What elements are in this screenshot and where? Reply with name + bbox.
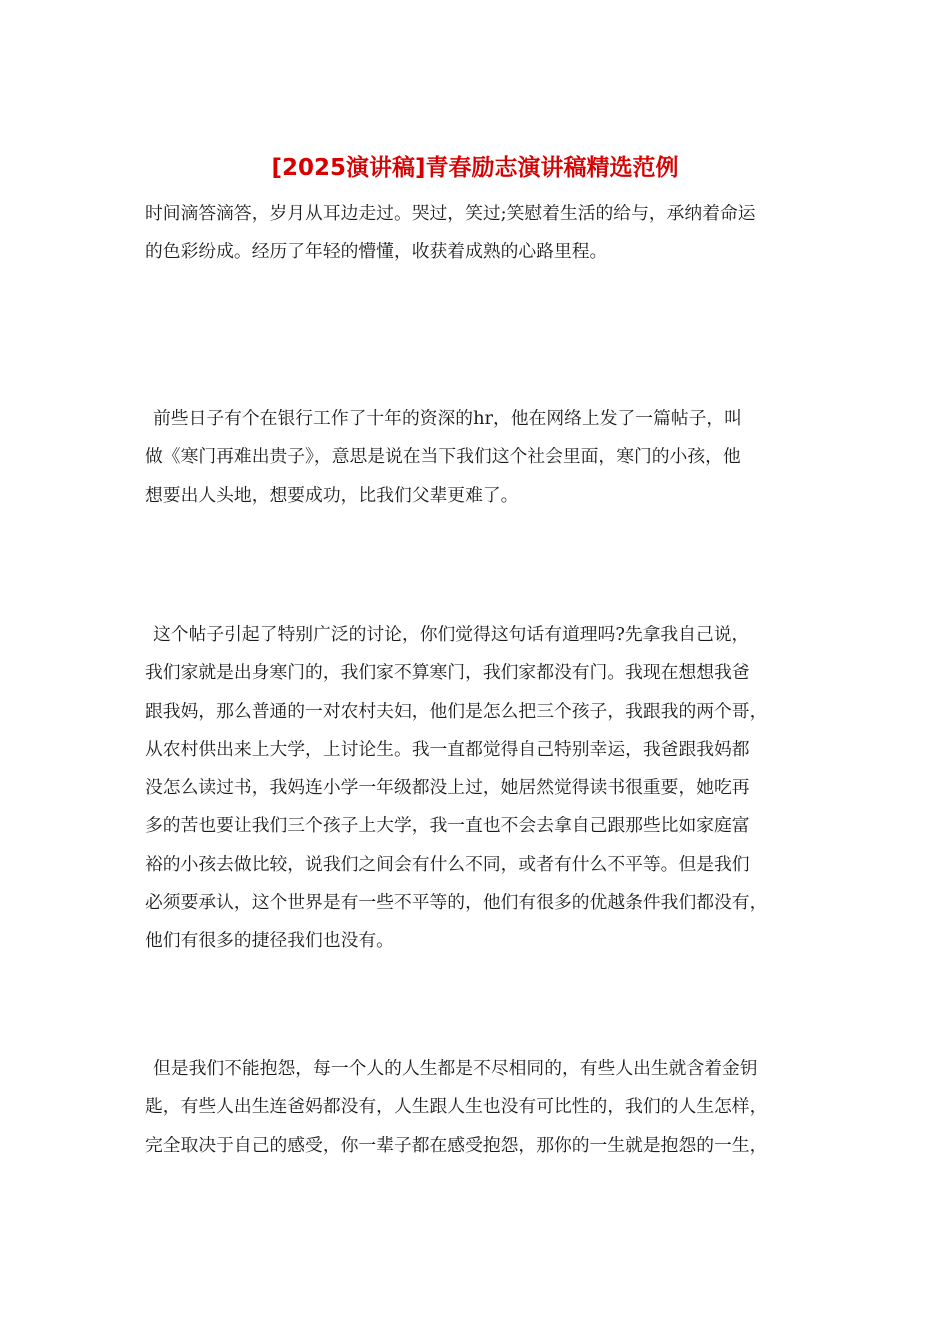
paragraph-line: 完全取决于自己的感受，你一辈子都在感受抱怨，那你的一生就是抱怨的一生， (145, 1134, 768, 1156)
paragraph-line: 多的苦也要让我们三个孩子上大学，我一直也不会去拿自己跟那些比如家庭富 (145, 815, 750, 837)
paragraph-line: 他们有很多的捷径我们也没有。 (145, 930, 394, 952)
paragraph-line: 我们家就是出身寒门的，我们家不算寒门，我们家都没有门。我现在想想我爸 (145, 662, 750, 684)
paragraph-line: 没怎么读过书，我妈连小学一年级都没上过，她居然觉得读书很重要，她吃再 (145, 777, 750, 799)
paragraph-line: 匙，有些人出生连爸妈都没有，人生跟人生也没有可比性的，我们的人生怎样， (145, 1096, 768, 1118)
paragraph-line: 从农村供出来上大学，上讨论生。我一直都觉得自己特别幸运，我爸跟我妈都 (145, 738, 750, 760)
paragraph-line: 做《寒门再难出贵子》，意思是说在当下我们这个社会里面，寒门的小孩，他 (145, 446, 741, 468)
document-title: [2025演讲稿]青春励志演讲稿精选范例 (271, 155, 679, 181)
paragraph-line: 时间滴答滴答，岁月从耳边走过。哭过，笑过;笑慰着生活的给与，承纳着命运 (145, 203, 756, 224)
paragraph-2 (145, 400, 805, 515)
paragraph-line: 想要出人头地，想要成功，比我们父辈更难了。 (145, 484, 519, 506)
paragraph-line: 但是我们不能抱怨，每一个人的人生都是不尽相同的，有些人出生就含着金钥 (153, 1058, 758, 1079)
paragraph-4 (145, 1050, 805, 1165)
paragraph-line: 必须要承认，这个世界是有一些不平等的，他们有很多的优越条件我们都没有， (145, 892, 768, 914)
paragraph-line: 的色彩纷成。经历了年轻的懵懂，收获着成熟的心路里程。 (145, 241, 608, 263)
paragraph-line: 前些日子有个在银行工作了十年的资深的hr，他在网络上发了一篇帖子，叫 (153, 408, 742, 429)
paragraph-3 (145, 616, 805, 961)
paragraph-line: 裕的小孩去做比较，说我们之间会有什么不同，或者有什么不平等。但是我们 (145, 853, 750, 875)
paragraph-line: 这个帖子引起了特别广泛的讨论，你们觉得这句话有道理吗?先拿我自己说， (153, 624, 750, 645)
paragraph-1 (145, 195, 805, 272)
paragraph-line: 跟我妈，那么普通的一对农村夫妇，他们是怎么把三个孩子，我跟我的两个哥， (145, 700, 768, 722)
